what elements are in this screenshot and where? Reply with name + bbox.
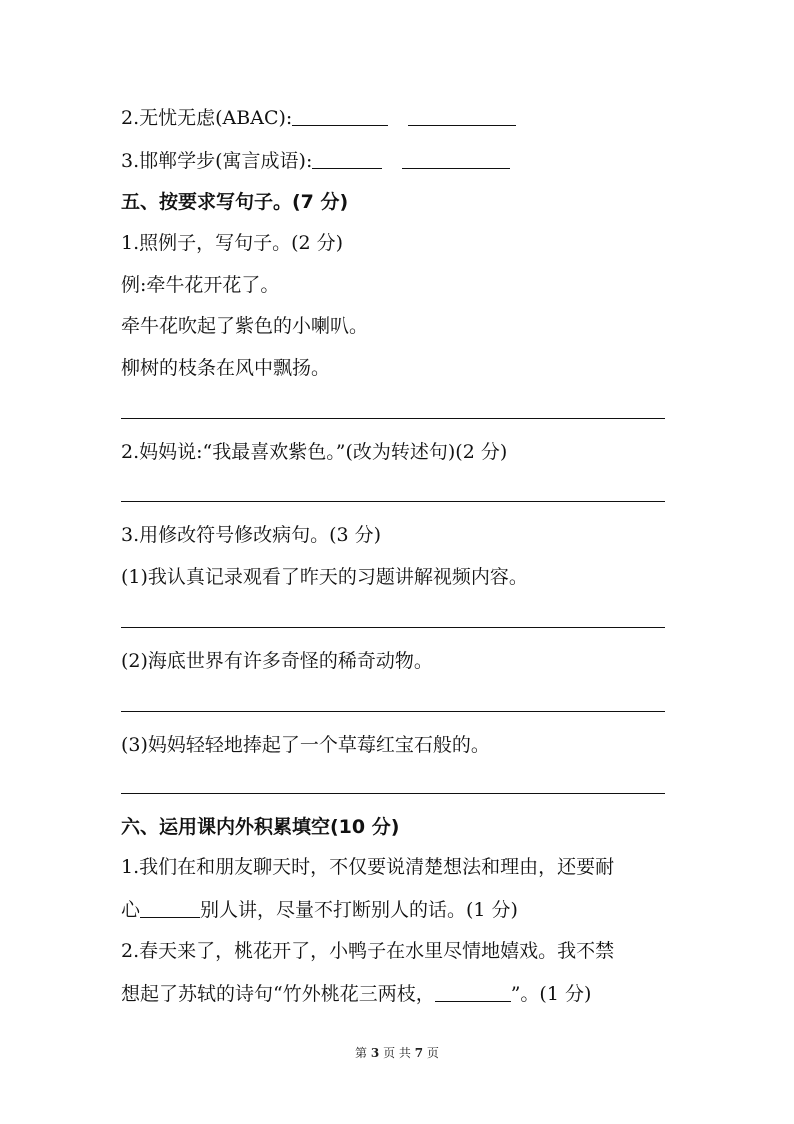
s6-q1-line-2-start: 心	[121, 899, 141, 921]
answer-line[interactable]	[121, 627, 665, 628]
answer-blank[interactable]	[408, 107, 516, 126]
footer-prefix: 第	[355, 1046, 368, 1060]
idiom-question-2	[121, 106, 516, 130]
answer-blank[interactable]	[140, 899, 200, 918]
s6-q1-line-2	[121, 898, 518, 922]
idiom-question-3-text: 3.邯郸学步(寓言成语):	[121, 150, 313, 172]
current-page-number: 3	[370, 1046, 380, 1060]
answer-blank[interactable]	[435, 983, 511, 1002]
answer-line[interactable]	[121, 793, 665, 794]
answer-line[interactable]	[121, 711, 665, 712]
s5-q3-prompt: 3.用修改符号修改病句。(3 分)	[121, 524, 382, 546]
answer-blank[interactable]	[402, 150, 510, 169]
answer-line[interactable]	[121, 501, 665, 502]
s5-q1-example-label: 例:牵牛花开花了。	[121, 274, 280, 296]
section-5-heading: 五、按要求写句子。(7 分)	[121, 191, 349, 213]
footer-suffix: 页	[426, 1046, 439, 1060]
s5-q3-sentence-2: (2)海底世界有许多奇怪的稀奇动物。	[121, 650, 433, 672]
s6-q1-line-2-end: 别人讲，尽量不打断别人的话。(1 分)	[200, 899, 518, 921]
s5-q1-prompt: 1.照例子，写句子。(2 分)	[121, 232, 344, 254]
total-page-count: 7	[414, 1046, 424, 1060]
page-footer	[0, 1044, 794, 1061]
idiom-question-3	[121, 149, 510, 173]
footer-mid: 页 共	[383, 1046, 411, 1060]
s5-q3-sentence-3: (3)妈妈轻轻地捧起了一个草莓红宝石般的。	[121, 734, 490, 756]
s5-q1-example-answer: 牵牛花吹起了紫色的小喇叭。	[121, 315, 369, 337]
s6-q1-line-1: 1.我们在和朋友聊天时，不仅要说清楚想法和理由，还要耐	[121, 856, 615, 878]
answer-line[interactable]	[121, 418, 665, 419]
idiom-question-2-text: 2.无忧无虑(ABAC):	[121, 107, 293, 129]
s6-q2-line-1: 2.春天来了，桃花开了，小鸭子在水里尽情地嬉戏。我不禁	[121, 940, 615, 962]
answer-blank[interactable]	[292, 107, 388, 126]
s6-q2-line-2	[121, 982, 591, 1006]
s5-q2-prompt: 2.妈妈说:“我最喜欢紫色。”(改为转述句)(2 分)	[121, 441, 508, 463]
s5-q3-sentence-1: (1)我认真记录观看了昨天的习题讲解视频内容。	[121, 566, 528, 588]
s6-q2-line-2-start: 想起了苏轼的诗句“竹外桃花三两枝，	[121, 983, 435, 1005]
section-6-heading: 六、运用课内外积累填空(10 分)	[121, 816, 400, 838]
s5-q1-given-sentence: 柳树的枝条在风中飘扬。	[121, 357, 331, 379]
s6-q2-line-2-end: ”。(1 分)	[510, 983, 592, 1005]
answer-blank[interactable]	[312, 150, 382, 169]
